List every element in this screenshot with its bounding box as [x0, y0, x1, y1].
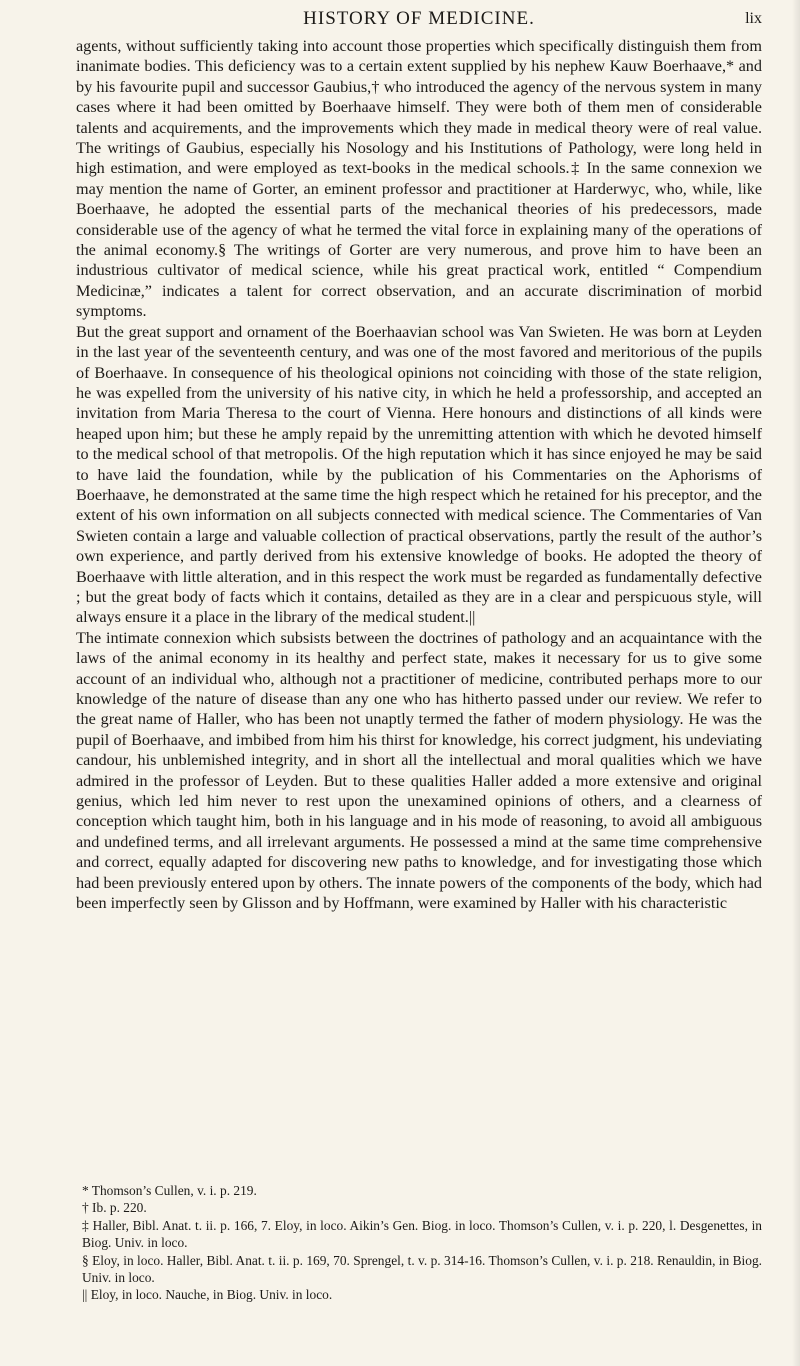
page-edge-shadow: [792, 0, 800, 1366]
main-text: [76, 36, 762, 913]
paragraph-van-swieten: But the great support and ornament of the Boerhaavian school was Van Swieten. He was born at Leyden in the last year of the seventeenth century, and was one of the most favored and meritorious of the pupils of Boerhaave. In consequence of his theological opinions not coinciding with those of the state religion, he was expelled from the university of his native city, in which he held a professorship, and accepted an invitation from Maria Theresa to the court of Vienna. Here honours and distinctions of all kinds were heaped upon him; but these he amply repaid by the unremitting attention with which he devoted himself to the medical school of that metropolis. Of the high reputation which it has since enjoyed he may be said to have laid the foundation, while by the publication of his Commentaries on the Aphorisms of Boerhaave, he demonstrated at the same time the high respect which he retained for his preceptor, and the extent of his own information on all subjects connected with medical science. The Commentaries of Van Swieten contain a large and valuable collection of practical observations, partly the result of the author’s own experience, and partly derived from his extensive knowledge of books. He adopted the theory of Boerhaave with little alteration, and in this respect the work must be regarded as fundamentally defective ; but the great body of facts which it contains, detailed as they are in a clear and perspicuous style, will always ensure it a place in the library of the medical student.||: [76, 322, 762, 627]
page-number: lix: [745, 10, 762, 27]
paragraph-haller: The intimate connexion which subsists between the doctrines of pathology and an acquaintance with the laws of the animal economy in its healthy and perfect state, makes it necessary for us to give some account of an individual who, although not a practitioner of medicine, contributed perhaps more to our knowledge of the nature of disease than any one who has hitherto passed under our review. We refer to the great name of Haller, who has been not unaptly termed the father of modern physiology. He was the pupil of Boerhaave, and imbibed from him his thirst for knowledge, his correct judgment, his undeviating candour, his unblemished integrity, and in short all the intellectual and moral qualities which we have admired in the professor of Leyden. But to these qualities Haller added a more extensive and original genius, which led him never to rest upon the unexamined opinions of others, and a clearness of conception which taught him, both in his language and in his mode of reasoning, to avoid all ambiguous and undefined terms, and all irrelevant arguments. He possessed a mind at the same time comprehensive and correct, equally adapted for discovering new paths to knowledge, and for investigating those which had been previously entered upon by others. The innate powers of the components of the body, which had been imperfectly seen by Glisson and by Hoffmann, were examined by Haller with his characteristic: [76, 628, 762, 913]
footnote-3: ‡ Haller, Bibl. Anat. t. ii. p. 166, 7. Eloy, in loco. Aikin’s Gen. Biog. in loco. Thomson’s Cullen, v. i. p. 220, l. Desgenettes, in Biog. Univ. in loco.: [82, 1217, 762, 1251]
footnote-1: * Thomson’s Cullen, v. i. p. 219.: [82, 1183, 257, 1198]
footnotes: [76, 1182, 762, 1304]
running-head: HISTORY OF MEDICINE.: [303, 8, 535, 29]
footnote-5: || Eloy, in loco. Nauche, in Biog. Univ. in loco.: [82, 1287, 333, 1303]
footnote-2: † Ib. p. 220.: [82, 1200, 147, 1216]
footnote-4: § Eloy, in loco. Haller, Bibl. Anat. t. ii. p. 169, 70. Sprengel, t. v. p. 314-16. Thomson’s Cullen, v. i. p. 218. Renauldin, in Biog. Univ. in loco.: [82, 1252, 762, 1286]
page-header: [76, 8, 762, 38]
paragraph-gaubius-gorter: agents, without sufficiently taking into account those properties which specifically distinguish them from inanimate bodies. This deficiency was to a certain extent supplied by his nephew Kauw Boerhaave,* and by his favourite pupil and successor Gaubius,† who introduced the agency of the nervous system in many cases where it had been omitted by Boerhaave himself. They were both of them men of considerable talents and acquirements, and the improvements which they made in medical theory were of real value. The writings of Gaubius, especially his Nosology and his Institutions of Pathology, were long held in high estimation, and were employed as text-books in the medical schools.‡ In the same connexion we may mention the name of Gorter, an eminent professor and practitioner at Harderwyc, who, while, like Boerhaave, he adopted the essential parts of the mechanical theories of his predecessors, made considerable use of the agency of what he termed the vital force in explaining many of the operations of the animal economy.§ The writings of Gorter are very numerous, and prove him to have been an industrious cultivator of medical science, while his great practical work, entitled “ Compendium Medicinæ,” indicates a talent for correct observation, and an accurate discrimination of morbid symptoms.: [76, 37, 762, 321]
